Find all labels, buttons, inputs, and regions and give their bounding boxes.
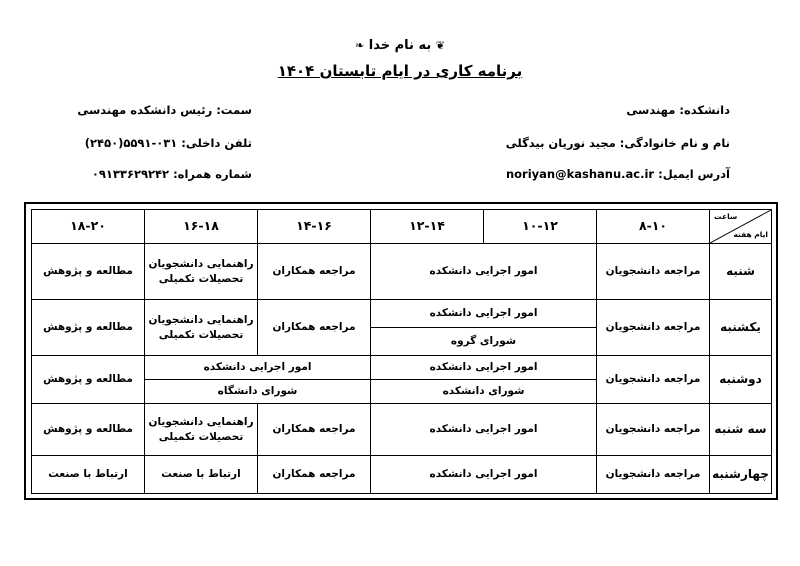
email-value[interactable]: noriyan@kashanu.ac.ir bbox=[505, 167, 655, 181]
cell-top: امور اجرایی دانشکده bbox=[429, 307, 538, 320]
hour-header: ۱۸-۲۰ bbox=[32, 210, 145, 244]
email-info bbox=[506, 167, 730, 181]
cell-line: راهنمایی دانشجویان bbox=[148, 258, 254, 271]
faculty-info bbox=[626, 103, 730, 117]
schedule-cell bbox=[145, 300, 258, 356]
schedule-frame bbox=[24, 202, 778, 500]
schedule-cell-split bbox=[371, 300, 597, 356]
ornament-icon: ❦ bbox=[435, 39, 445, 52]
hour-header: ۱۰-۱۲ bbox=[484, 210, 597, 244]
day-cell: سه شنبه bbox=[710, 404, 772, 456]
corner-day-label: ایام هفته bbox=[733, 229, 768, 239]
schedule-cell: ارتباط با صنعت bbox=[32, 456, 145, 494]
table-row bbox=[32, 404, 772, 456]
email-label: آدرس ایمیل: bbox=[658, 167, 730, 181]
cell-line: تحصیلات تکمیلی bbox=[158, 328, 244, 341]
phone-value: (۲۴۵۰)۵۵۹۱-۰۳۱ bbox=[84, 136, 178, 150]
header-row bbox=[32, 210, 772, 244]
cell-bottom: شورای دانشگاه bbox=[145, 379, 370, 403]
cell-bottom: شورای دانشکده bbox=[371, 379, 596, 403]
schedule-cell: امور اجرایی دانشکده bbox=[371, 244, 597, 300]
table-row bbox=[32, 244, 772, 300]
ornament-icon: ❧ bbox=[355, 39, 365, 52]
corner-cell bbox=[710, 210, 772, 244]
schedule-cell: مراجعه دانشجویان bbox=[597, 356, 710, 404]
cell-line: تحصیلات تکمیلی bbox=[158, 430, 244, 443]
table-row bbox=[32, 456, 772, 494]
schedule-cell: مراجعه همکاران bbox=[258, 404, 371, 456]
cell-top: امور اجرایی دانشکده bbox=[429, 361, 538, 374]
schedule-cell: مراجعه دانشجویان bbox=[597, 300, 710, 356]
table-row bbox=[32, 356, 772, 404]
schedule-cell: امور اجرایی دانشکده bbox=[371, 456, 597, 494]
schedule-cell: مراجعه دانشجویان bbox=[597, 456, 710, 494]
mobile-info bbox=[92, 167, 252, 181]
cell-top: امور اجرایی دانشکده bbox=[203, 361, 312, 374]
schedule-cell: مطالعه و پژوهش bbox=[32, 300, 145, 356]
hour-header: ۱۴-۱۶ bbox=[258, 210, 371, 244]
page-title bbox=[0, 62, 800, 80]
position-info bbox=[77, 103, 252, 117]
faculty-label: دانشکده: bbox=[679, 103, 730, 117]
name-value: مجید نوریان بیدگلی bbox=[505, 136, 616, 150]
schedule-cell: مطالعه و پژوهش bbox=[32, 404, 145, 456]
position-label: سمت: bbox=[216, 103, 252, 117]
phone-info bbox=[85, 136, 252, 150]
corner-hour-label: ساعت bbox=[714, 212, 738, 221]
schedule-cell-split bbox=[145, 356, 371, 404]
schedule-cell: مراجعه دانشجویان bbox=[597, 404, 710, 456]
schedule-cell: ارتباط با صنعت bbox=[145, 456, 258, 494]
mobile-label: شماره همراه: bbox=[173, 167, 252, 181]
schedule-cell: مطالعه و پژوهش bbox=[32, 356, 145, 404]
schedule-cell: مراجعه دانشجویان bbox=[597, 244, 710, 300]
hour-header: ۸-۱۰ bbox=[597, 210, 710, 244]
cell-bottom: شورای گروه bbox=[371, 327, 596, 355]
day-cell: دوشنبه bbox=[710, 356, 772, 404]
cell-line: راهنمایی دانشجویان bbox=[148, 314, 254, 327]
day-cell: یکشنبه bbox=[710, 300, 772, 356]
day-cell: چهارشنبه bbox=[710, 456, 772, 494]
cell-line: راهنمایی دانشجویان bbox=[148, 416, 254, 429]
schedule-cell bbox=[145, 404, 258, 456]
schedule-cell bbox=[145, 244, 258, 300]
hour-header: ۱۶-۱۸ bbox=[145, 210, 258, 244]
faculty-value: مهندسی bbox=[626, 103, 676, 117]
schedule-cell: امور اجرایی دانشکده bbox=[371, 404, 597, 456]
basmala-text: به نام خدا bbox=[368, 38, 432, 53]
cell-line: تحصیلات تکمیلی bbox=[158, 272, 244, 285]
schedule-cell: مراجعه همکاران bbox=[258, 244, 371, 300]
phone-label: تلفن داخلی: bbox=[181, 136, 252, 150]
day-cell: شنبه bbox=[710, 244, 772, 300]
table-row bbox=[32, 300, 772, 356]
name-label: نام و نام خانوادگی: bbox=[619, 136, 730, 150]
schedule-cell-split bbox=[371, 356, 597, 404]
mobile-value: ۰۹۱۳۳۶۲۹۲۴۲ bbox=[91, 167, 170, 181]
schedule-table bbox=[31, 209, 772, 494]
hour-header: ۱۲-۱۴ bbox=[371, 210, 484, 244]
schedule-cell: مراجعه همکاران bbox=[258, 456, 371, 494]
schedule-cell: مطالعه و پژوهش bbox=[32, 244, 145, 300]
page-title-text: برنامه کاری در ایام تابستان ۱۴۰۴ bbox=[277, 62, 523, 80]
schedule-cell: مراجعه همکاران bbox=[258, 300, 371, 356]
name-info bbox=[506, 136, 730, 150]
basmala bbox=[0, 38, 800, 53]
position-value: رئیس دانشکده مهندسی bbox=[77, 103, 213, 117]
